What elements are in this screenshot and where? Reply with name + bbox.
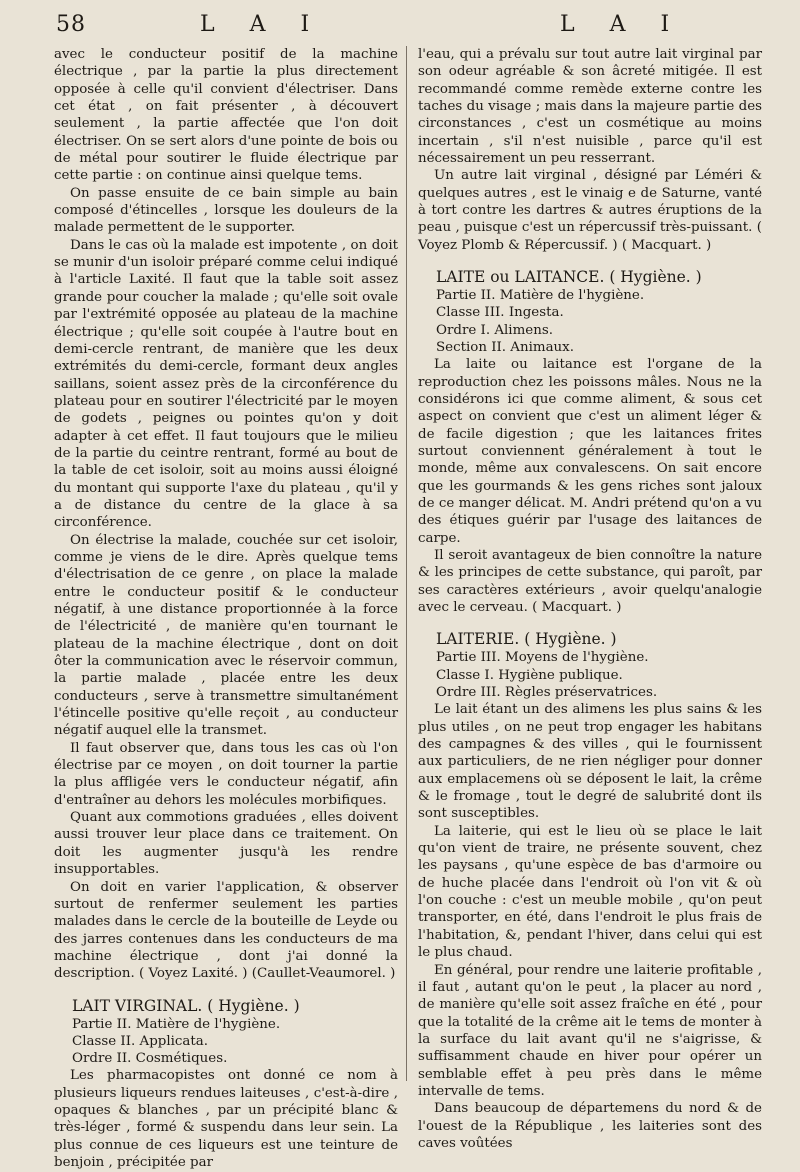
running-head-right: L A I — [560, 12, 684, 37]
page-header — [0, 12, 800, 42]
paragraph: avec le conducteur positif de la machine électrique , par la partie la plus directement opposée à celle qu'il convient d'électriser. Dans cet état , on fait présenter , à découvert seulement , la partie affectée que l'on doit électriser. On se sert alors d'une pointe de bois ou de métal pour soutirer le fluide électrique par cette partie : on continue ainsi quelque tems. — [54, 47, 398, 184]
paragraph: La laiterie, qui est le lieu où se place le lait qu'on vient de traire, ne présente souvent, chez les paysans , qu'une espèce de bas d'armoire ou de huche placée dans l'endroit où l'on vit & où l'on couche : c'est un meuble mobile , qu'on peut transporter, en été, dans l'endroit le plus frais de l'habitation, &, pendant l'hiver, dans celui qui est le plus chaud. — [418, 823, 762, 961]
entry-meta: Partie II. Matière de l'hygiène. — [436, 288, 645, 304]
paragraph: En général, pour rendre une laiterie profitable , il faut , autant qu'on le peut , la placer au nord , de manière qu'elle soit assez fraîche en été , pour que la totalité de la crême ait le tems de monter à la surface du lait avant qu'il ne s'aigrisse, & suffisamment chaude en hiver pour opérer un semblable effet à peu près dans le même intervalle de tems. — [418, 962, 762, 1099]
paragraph: Quant aux commotions graduées , elles doivent aussi trouver leur place dans ce traitement. On doit les augmenter jusqu'à les rendre insupportables. — [54, 810, 398, 878]
entry-meta: Classe I. Hygiène publique. — [436, 667, 623, 683]
column-divider — [406, 46, 407, 1081]
entry-title: LAITERIE. ( Hygiène. ) — [436, 630, 617, 649]
paragraph: On doit en varier l'application, & observer surtout de renfermer seulement les parties malades dans le cercle de la bouteille de Leyde ou des jarres contenues dans les conducteurs de ma machine électrique , dont j'ai donné la description. ( Voyez Laxité. ) (Caullet-Veaumorel. ) — [54, 879, 398, 982]
entry-title: LAITE ou LAITANCE. ( Hygiène. ) — [436, 268, 702, 287]
entry-title: LAIT VIRGINAL. ( Hygiène. ) — [72, 996, 300, 1015]
entry-laiterie — [418, 630, 762, 1152]
paragraph: Dans beaucoup de départemens du nord & de l'ouest de la République , les laiteries sont des caves voûtées — [418, 1101, 762, 1151]
entry-meta: Ordre II. Cosmétiques. — [72, 1051, 228, 1067]
paragraph: Il faut observer que, dans tous les cas où l'on électrise par ce moyen , on doit tourner la partie la plus affligée vers le conducteur négatif, afin d'entraîner au dehors les molécules morbifiques. — [54, 740, 398, 808]
paragraph: On électrise la malade, couchée sur cet isoloir, comme je viens de le dire. Après quelque tems d'électrisation de ce genre , on place la malade entre le conducteur positif & le conducteur négatif, à une distance proportionnée à la force de l'électricité , de manière qu'en tournant le plateau de la machine électrique , dont on doit ôter la communication avec le réservoir commun, la partie malade , placée entre les deux conducteurs , serve à transmettre simultanément l'étincelle positive qu'elle reçoit , au conducteur négatif auquel elle la transmet. — [54, 532, 398, 739]
page-number: 58 — [56, 12, 86, 37]
entry-meta: Partie II. Matière de l'hygiène. — [72, 1016, 281, 1032]
paragraph: La laite ou laitance est l'organe de la reproduction chez les poissons mâles. Nous ne la considérons ici que comme aliment, & sous cet aspect on convient que c'est un aliment léger & de facile digestion ; que les laitances frites surtout conviennent généralement à tout le monde, même aux convalescens. On sait encore que les gourmands & les gens riches sont jaloux de ce manger délicat. M. Andri prétend qu'on a vu des étiques guérir par l'usage des laitances de carpe. — [418, 357, 762, 546]
entry-laite — [418, 268, 762, 616]
entry-meta: Ordre I. Alimens. — [436, 322, 553, 338]
paragraph: Il seroit avantageux de bien connoître la nature & les principes de cette substance, qui paroît, par ses caractères extérieurs , avoir quelqu'analogie avec le cerveau. ( Macquart. ) — [418, 548, 762, 616]
paragraph: Dans le cas où la malade est impotente , on doit se munir d'un isoloir préparé comme celui indiqué à l'article Laxité. Il faut que la table soit assez grande pour coucher la malade ; qu'elle soit ovale par l'extrémité opposée au plateau de la machine électrique ; qu'elle soit coupée à l'autre bout en demi-cercle rentrant, de manière que les deux extrémités du demi-cercle, formant deux angles saillans, soient assez près de la circonférence du plateau pour en soutirer l'électricité par le moyen de godets , peignes ou pointes qu'on y doit adapter à cet effet. Il faut toujours que le milieu de la partie du ceintre rentrant, formé au bout de la table de cet isoloir, soit au moins aussi éloigné du montant qui supporte l'axe du plateau , qu'il y a de distance du centre de la glace à sa circonférence. — [54, 237, 398, 531]
entry-meta: Ordre III. Règles préservatrices. — [436, 685, 658, 701]
entry-lait-virginal — [54, 997, 398, 1172]
running-head-left: L A I — [200, 12, 324, 37]
paragraph: Les pharmacopistes ont donné ce nom à plusieurs liqueurs rendues laiteuses , c'est-à-dire , opaques & blanches , par un précipité blanc & très-léger , formé & suspendu dans leur sein. La plus connue de ces liqueurs est une teinture de benjoin , précipitée par — [54, 1068, 398, 1171]
paragraph: Le lait étant un des alimens les plus sains & les plus utiles , on ne peut trop engager les habitans des campagnes & des villes , qui le fournissent aux particuliers, de ne rien négliger pour donner aux emplacemens où se déposent le lait, la crême & le fromage , tout le degré de salubrité dont ils sont susceptibles. — [418, 702, 762, 822]
left-column — [54, 46, 398, 1172]
paragraph: On passe ensuite de ce bain simple au bain composé d'étincelles , lorsque les douleurs de la malade permettent de le supporter. — [54, 185, 398, 236]
entry-meta: Partie III. Moyens de l'hygiène. — [436, 650, 649, 666]
entry-meta: Classe III. Ingesta. — [436, 305, 564, 321]
paragraph: Un autre lait virginal , désigné par Léméri & quelques autres , est le vinaig e de Saturne, vanté à tort contre les dartres & autres éruptions de la peau , puisque c'est un répercussif très-puissant. ( Voyez Plomb & Répercussif. ) ( Macquart. ) — [418, 168, 762, 253]
right-column — [418, 46, 762, 1152]
entry-meta: Section II. Animaux. — [436, 340, 574, 356]
entry-meta: Classe II. Applicata. — [72, 1033, 209, 1049]
paragraph: l'eau, qui a prévalu sur tout autre lait virginal par son odeur agréable & son âcreté mitigée. Il est recommandé comme remède externe contre les taches du visage ; mais dans la majeure partie des circonstances , c'est un cosmétique au moins incertain , s'il n'est nuisible , parce qu'il est nécessairement un peu resserrant. — [418, 47, 762, 167]
